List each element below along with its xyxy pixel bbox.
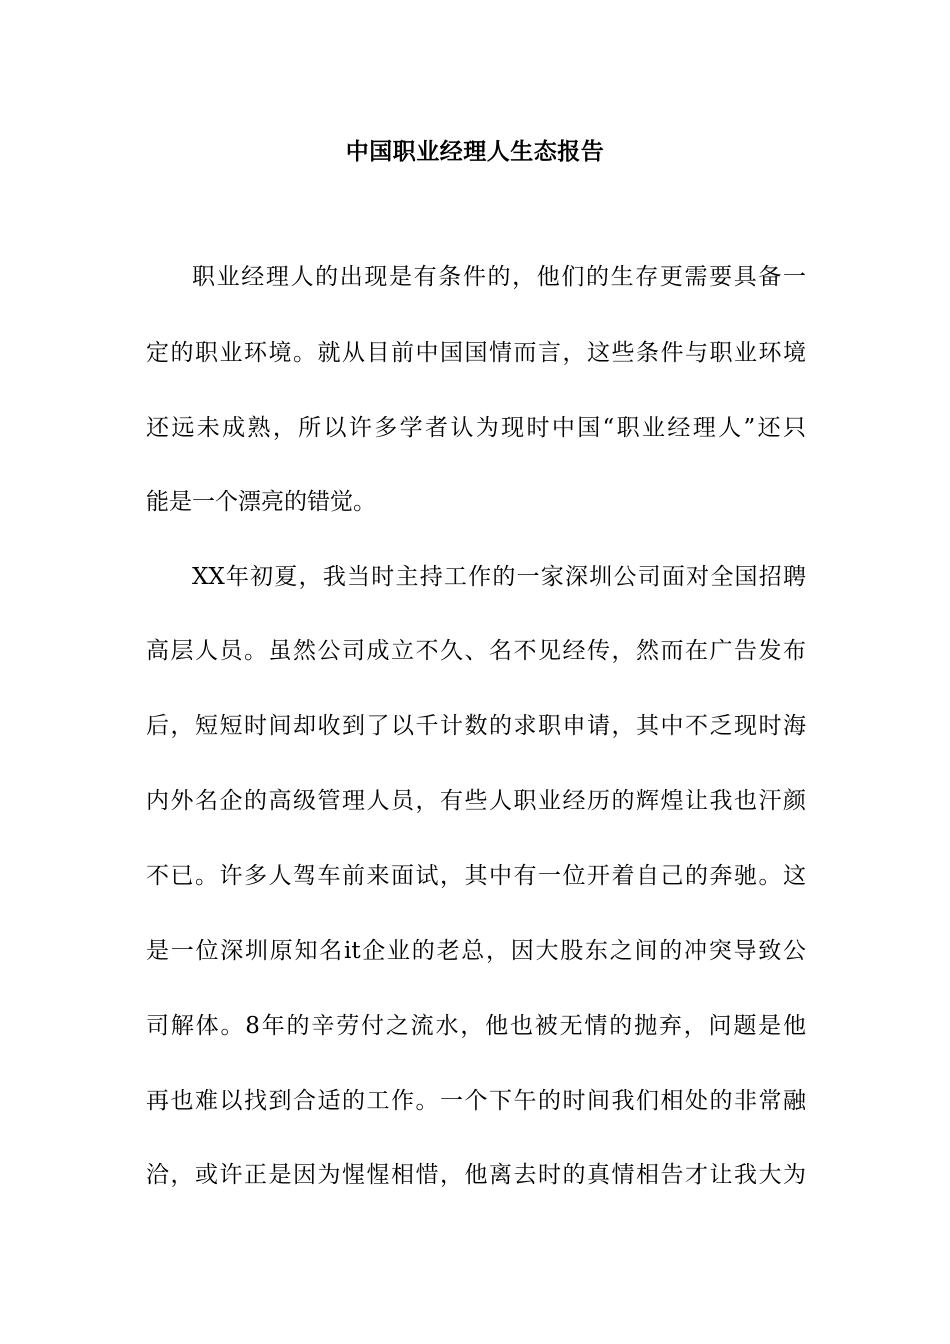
paragraph-2-line-4: 内外名企的高级管理人员，有些人职业经历的辉煌让我也汗颜 xyxy=(146,788,806,814)
paragraph-1-line-1: 职业经理人的出现是有条件的，他们的生存更需要具备一 xyxy=(192,264,806,290)
paragraph-2-line-5: 不已。许多人驾车前来面试，其中有一位开着自己的奔驰。这 xyxy=(146,863,806,889)
paragraph-2-line-8: 再也难以找到合适的工作。一个下午的时间我们相处的非常融 xyxy=(146,1088,806,1114)
document-title: 中国职业经理人生态报告 xyxy=(345,138,605,165)
paragraph-2-line-7: 司解体。8年的辛劳付之流水，他也被无情的抛弃，问题是他 xyxy=(146,1013,806,1039)
paragraph-1-line-3: 还远未成熟，所以许多学者认为现时中国“职业经理人”还只 xyxy=(146,415,806,441)
paragraph-2-line-6: 是一位深圳原知名it企业的老总，因大股东之间的冲突导致公 xyxy=(146,938,806,964)
paragraph-2-line-9: 洽，或许正是因为惺惺相惜，他离去时的真情相告才让我大为 xyxy=(146,1162,806,1188)
paragraph-2-line-3: 后，短短时间却收到了以千计数的求职申请，其中不乏现时海 xyxy=(146,713,806,739)
paragraph-1-line-4: 能是一个漂亮的错觉。 xyxy=(146,489,376,515)
paragraph-2-line-2: 高层人员。虽然公司成立不久、名不见经传，然而在广告发布 xyxy=(146,638,806,664)
paragraph-1-line-2: 定的职业环境。就从目前中国国情而言，这些条件与职业环境 xyxy=(146,340,806,366)
paragraph-2-line-1: XX年初夏，我当时主持工作的一家深圳公司面对全国招聘 xyxy=(192,564,806,590)
